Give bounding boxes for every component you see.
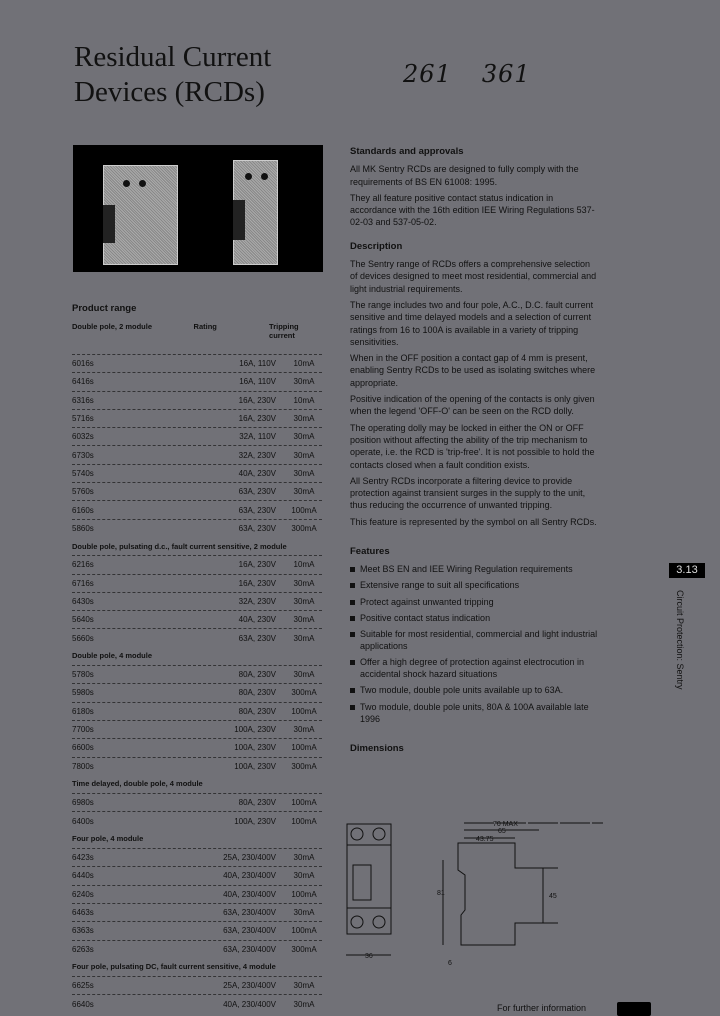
product-code: 6363s [72, 926, 94, 936]
tripping-current: 30mA [293, 670, 315, 680]
mk-logo [617, 1002, 651, 1016]
tripping-current: 30mA [293, 468, 315, 478]
tripping-current: 30mA [293, 853, 315, 863]
product-code: 6216s [72, 560, 94, 570]
product-code: 5660s [72, 633, 94, 643]
rating: 16A, 230V [238, 560, 276, 570]
rating: 63A, 230/400V [223, 926, 276, 936]
product-code: 6160s [72, 505, 94, 515]
tripping-current: 100mA [291, 816, 317, 826]
table-row [72, 391, 322, 409]
product-code: 5716s [72, 414, 94, 424]
rating: 100A, 230V [234, 725, 276, 735]
tripping-current: 300mA [291, 688, 317, 698]
product-code: 7800s [72, 761, 94, 771]
rating: 32A, 110V [239, 432, 276, 442]
feature-item: Positive contact status indication [350, 612, 598, 624]
table-row [72, 940, 322, 958]
product-code: 6980s [72, 798, 94, 808]
table-row [72, 574, 322, 592]
table-row [72, 409, 322, 427]
rating: 80A, 230V [238, 670, 276, 680]
section-heading: Four pole, 4 module [72, 834, 144, 844]
table-row [72, 519, 322, 537]
table-row [72, 793, 322, 811]
tripping-current: 10mA [293, 395, 315, 405]
front-view [346, 824, 391, 955]
feature-item: Two module, double pole units available up to 63A. [350, 684, 598, 696]
rcd-lever [103, 205, 115, 243]
feature-item: Two module, double pole units, 80A & 100A available late 1996 [350, 701, 598, 726]
paragraph: All Sentry RCDs incorporate a filtering device to provide protection against transient surges in the supply to the unit, thus reducing the occurrence of unwanted tripping. [350, 475, 586, 511]
product-code: 6400s [72, 816, 94, 826]
product-code: 5780s [72, 670, 94, 680]
column-header: Tripping current [269, 322, 299, 340]
tripping-current: 30mA [293, 725, 315, 735]
rating: 40A, 230/400V [223, 999, 276, 1009]
product-code: 6240s [72, 889, 94, 899]
tripping-current: 30mA [293, 981, 315, 991]
section-label: Circuit Protection: Sentry [675, 590, 685, 690]
page-number-tab: 3.13 [669, 563, 705, 578]
tripping-current: 10mA [293, 560, 315, 570]
dim-label: 45 [549, 893, 557, 900]
table-row [72, 848, 322, 866]
tripping-current: 10mA [293, 359, 315, 369]
rating: 25A, 230/400V [223, 981, 276, 991]
paragraph: The Sentry range of RCDs offers a comprehensive selection of devices designed to meet most residential, commercial and light industrial requirements. [350, 259, 597, 294]
table-row [72, 555, 322, 573]
table-row [72, 482, 322, 500]
rating: 63A, 230V [238, 633, 276, 643]
table-row [72, 702, 322, 720]
product-photo [73, 145, 323, 272]
footer-text: For further information [497, 1003, 587, 1013]
terminal [261, 173, 268, 180]
rating: 16A, 110V [239, 377, 276, 387]
terminal [245, 173, 252, 180]
column-header: Double pole, 2 module [72, 322, 153, 331]
table-row [72, 610, 322, 628]
paragraph: All MK Sentry RCDs are designed to fully comply with the requirements of BS EN 61008: 1995. [350, 164, 579, 187]
product-code: 6032s [72, 432, 94, 442]
product-code: 6430s [72, 597, 94, 606]
table-row [72, 738, 322, 756]
table-row [72, 665, 322, 683]
tripping-current: 100mA [291, 743, 317, 753]
tripping-current: 30mA [293, 615, 315, 625]
side-view [443, 823, 603, 945]
product-code: 6263s [72, 944, 94, 954]
tripping-current: 100mA [291, 505, 317, 515]
section-heading: Double pole, 4 module [72, 651, 153, 661]
tripping-current: 100mA [291, 798, 317, 808]
product-code: 6625s [72, 981, 94, 991]
table-row [72, 994, 322, 1012]
rating: 63A, 230V [238, 505, 276, 515]
table-row [72, 757, 322, 775]
feature-item: Extensive range to suit all specifications [350, 579, 598, 591]
rating: 40A, 230/400V [223, 889, 276, 899]
rating: 80A, 230V [238, 798, 276, 808]
product-code: 6716s [72, 578, 94, 588]
paragraph: Positive indication of the opening of the contacts is only given when the legend 'OFF-O' can be seen on the RCD dolly. [350, 394, 595, 417]
dim-label: 36 [365, 953, 373, 960]
table-row [72, 811, 322, 829]
tripping-current: 30mA [293, 450, 315, 460]
rating: 16A, 110V [239, 359, 276, 369]
table-row [72, 720, 322, 738]
product-code: 6416s [72, 377, 94, 387]
paragraph: They all feature positive contact status indication in accordance with the 16th edition IEE Wiring Regulations 537-02-03 and 537-05-02. [350, 192, 595, 228]
table-row [72, 903, 322, 921]
table-row [72, 372, 322, 390]
rating: 80A, 230V [238, 706, 276, 716]
standards-heading: Standards and approvals [350, 146, 464, 157]
tripping-current: 300mA [291, 944, 317, 954]
dim-label: 6 [448, 960, 452, 967]
rating: 80A, 230V [238, 688, 276, 698]
table-row [72, 427, 322, 445]
tripping-current: 100mA [291, 926, 317, 936]
section-heading: Double pole, pulsating d.c., fault current sensitive, 2 module [72, 541, 287, 551]
product-code: 6316s [72, 395, 94, 405]
rating: 40A, 230/400V [223, 871, 276, 881]
rating: 63A, 230V [238, 523, 276, 533]
product-code: 6730s [72, 450, 94, 460]
table-row [72, 464, 322, 482]
handwritten-note [403, 60, 561, 88]
rating: 32A, 230V [238, 597, 276, 606]
rating: 63A, 230/400V [223, 908, 276, 918]
rating: 25A, 230/400V [223, 853, 276, 863]
dim-label: 70 MAX [493, 821, 518, 828]
rating: 63A, 230/400V [223, 944, 276, 954]
table-row [72, 592, 322, 610]
product-code: 6640s [72, 999, 94, 1009]
dimensions-heading: Dimensions [350, 742, 404, 754]
right-column [350, 146, 598, 760]
paragraph: When in the OFF position a contact gap of 4 mm is present, enabling Sentry RCDs to be used as isolating switches where appropriate. [350, 353, 596, 388]
title-line-1: Residual Current [74, 41, 272, 73]
product-code: 6440s [72, 871, 94, 881]
product-code: 6016s [72, 359, 94, 369]
feature-item: Meet BS EN and IEE Wiring Regulation requirements [350, 563, 598, 575]
table-row [72, 683, 322, 701]
feature-item: Protect against unwanted tripping [350, 596, 598, 608]
tripping-current: 100mA [291, 889, 317, 899]
section-heading: Four pole, pulsating DC, fault current sensitive, 4 module [72, 962, 276, 972]
rating: 40A, 230V [238, 615, 276, 625]
tripping-current: 30mA [293, 597, 315, 606]
rating: 100A, 230V [234, 743, 276, 753]
rating: 40A, 230V [238, 468, 276, 478]
product-range-table [72, 303, 322, 1013]
tripping-current: 30mA [293, 432, 315, 442]
tripping-current: 30mA [293, 578, 315, 588]
product-code: 6180s [72, 706, 94, 716]
handwritten-number: 261 [403, 60, 452, 88]
section-heading: Time delayed, double pole, 4 module [72, 779, 203, 789]
description-heading: Description [350, 240, 403, 252]
paragraph: The range includes two and four pole, A.C., D.C. fault current sensitive and time delayed models and a selection of current ratings from 16 to 100A is available in a variety of tripping sensitivities. [350, 299, 594, 347]
terminal [123, 180, 130, 187]
rcd-lever [233, 200, 245, 240]
tripping-current: 30mA [293, 871, 315, 881]
table-header [72, 322, 322, 354]
features-heading: Features [350, 546, 390, 558]
rating: 100A, 230V [234, 816, 276, 826]
paragraph: This feature is represented by the symbol on all Sentry RCDs. [350, 516, 597, 527]
tripping-current: 30mA [293, 633, 315, 643]
rating: 16A, 230V [238, 395, 276, 405]
handwritten-number: 361 [481, 60, 531, 88]
feature-item: Suitable for most residential, commercial and light industrial applications [350, 628, 598, 653]
product-code: 5740s [72, 468, 94, 478]
table-row [72, 445, 322, 463]
tripping-current: 30mA [293, 414, 315, 424]
tripping-current: 30mA [293, 999, 315, 1009]
table-row [72, 866, 322, 884]
dim-label: 81 [437, 890, 445, 897]
tripping-current: 300mA [291, 523, 317, 533]
product-code: 5640s [72, 615, 94, 625]
product-code: 5980s [72, 688, 94, 698]
table-row [72, 885, 322, 903]
paragraph: The operating dolly may be locked in either the ON or OFF position without affecting the ability of the trip mechanism to operate, i.e. the RCD is 'trip-free'. It is not possible to hold the contacts closed when a fault condition exists. [350, 422, 595, 470]
product-range-title: Product range [72, 303, 137, 314]
tripping-current: 30mA [293, 487, 315, 497]
rating: 32A, 230V [238, 450, 276, 460]
tripping-current: 100mA [291, 706, 317, 716]
features-list [350, 563, 598, 725]
rating: 63A, 230V [238, 487, 276, 497]
dimensions-drawing [343, 820, 643, 990]
dim-label: 65 [498, 828, 506, 835]
terminal [139, 180, 146, 187]
tripping-current: 300mA [291, 761, 317, 771]
rating: 16A, 230V [238, 578, 276, 588]
table-row [72, 921, 322, 939]
feature-item: Offer a high degree of protection against electrocution in accidental shock hazard situations [350, 656, 598, 681]
page-title [74, 40, 271, 110]
tripping-current: 30mA [293, 377, 315, 387]
product-code: 6423s [72, 853, 94, 863]
tripping-current: 30mA [293, 908, 315, 918]
table-row [72, 354, 322, 372]
dim-label: 43.75 [476, 836, 494, 843]
product-code: 7700s [72, 725, 94, 735]
title-line-2: Devices (RCDs) [74, 76, 265, 108]
table-row [72, 628, 322, 646]
rating: 16A, 230V [238, 414, 276, 424]
product-code: 6600s [72, 743, 94, 753]
product-code: 6463s [72, 908, 94, 918]
table-row [72, 976, 322, 994]
product-code: 5860s [72, 523, 94, 533]
column-header: Rating [193, 322, 217, 331]
table-row [72, 500, 322, 518]
rating: 100A, 230V [234, 761, 276, 771]
product-code: 5760s [72, 487, 94, 497]
